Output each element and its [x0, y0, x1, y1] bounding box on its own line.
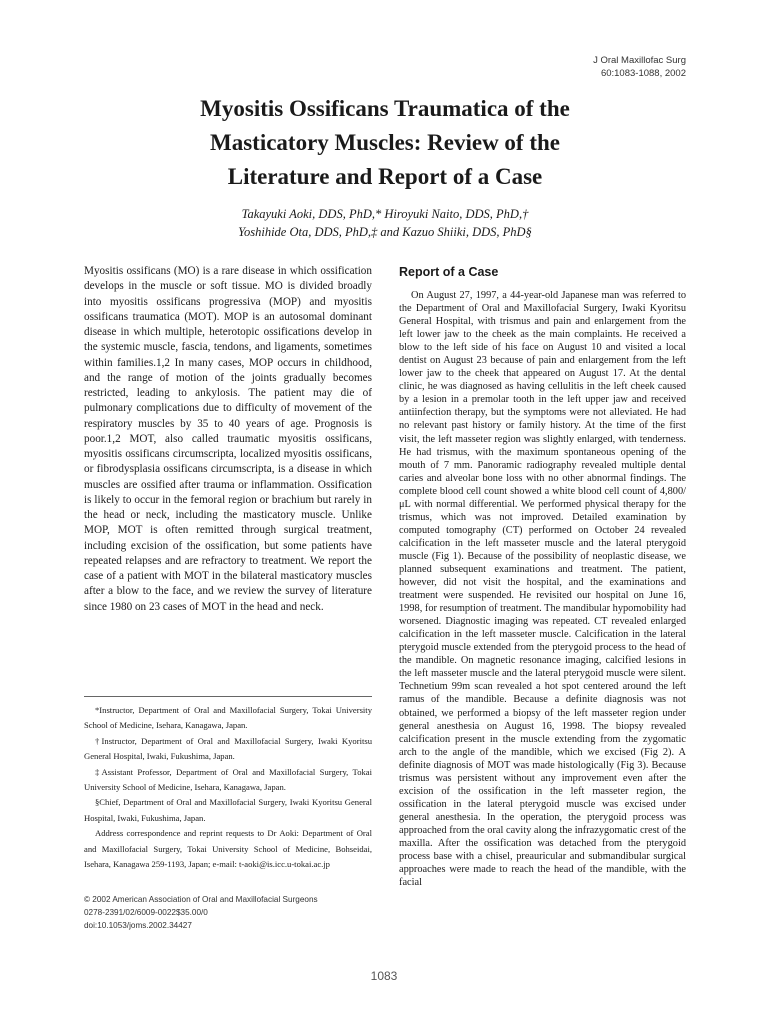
- copyright-line: © 2002 American Association of Oral and Maxillofacial Surgeons: [84, 895, 318, 904]
- copyright-block: [84, 893, 372, 933]
- author-list: [60, 205, 710, 241]
- page-number: 1083: [370, 969, 398, 983]
- footnote: Address correspondence and reprint requests to Dr Aoki: Department of Oral and Maxillofacial Surgery, Tokai University School of Medicine, Bohseidai, Isehara, Kanagawa 259-1193, Japan; e-mail: t-aoki@is.icc.u-tokai.ac.jp: [84, 828, 372, 870]
- footnote: §Chief, Department of Oral and Maxillofacial Surgery, Iwaki Kyoritsu General Hospital, Iwaki, Fukushima, Japan.: [84, 797, 372, 823]
- doi-line: doi:10.1053/joms.2002.34427: [84, 921, 192, 931]
- journal-volume-pages: 60:1083-1088, 2002: [600, 68, 686, 79]
- footnote: †Instructor, Department of Oral and Maxillofacial Surgery, Iwaki Kyoritsu General Hospital, Iwaki, Fukushima, Japan.: [84, 735, 372, 762]
- title-line: Myositis Ossificans Traumatica of the: [200, 96, 570, 121]
- footnote: ‡Assistant Professor, Department of Oral and Maxillofacial Surgery, Tokai University School of Medicine, Isehara, Kanagawa, Japan.: [84, 766, 372, 793]
- title-line: Masticatory Muscles: Review of the: [210, 130, 560, 155]
- title-line: Literature and Report of a Case: [227, 164, 543, 189]
- journal-name: J Oral Maxillofac Surg: [593, 55, 686, 66]
- introduction-paragraph: Myositis ossificans (MO) is a rare disease in which ossification develops in the muscle or soft tissue. MO is divided broadly into myositis ossificans progressiva (MOP) and myositis ossificans traumatica (MOT). MOP is an autosomal dominant disease in which multiple, heterotopic ossifications develop in the systemic muscle, fascia, tendons, and ligaments, sometimes within families.1,2 In many cases, MOP occurs in childhood, and the range of motion of the joints gradually becomes restricted, leading to ankylosis. The patient may die of pulmonary complications due to difficulty of movement of the respiratory muscles by 35 to 40 years of age. Prognosis is poor.1,2 MOT, also called traumatic myositis ossificans, myositis ossificans circumscripta, localized myositis ossificans, or fibrodysplasia ossificans circumscripta, is a disease in which muscles are ossified after trauma or inflammation. Ossification is likely to occur in the femoral region or brachium but rarely in the head or neck, including the masticatory muscle. Unlike MOP, MOT is often remitted through surgical treatment, including excision of the ossification, but some patients have repeated relapses and are refractory to treatment. We report the case of a patient with MOT in the bilateral masticatory muscles after a blow to the face, and we review the survey of literature since 1980 on 23 cases of MOT in the head and neck.: [84, 265, 372, 613]
- journal-citation: [593, 54, 686, 80]
- section-heading: Report of a Case: [399, 265, 499, 279]
- author-line: Yoshihide Ota, DDS, PhD,‡ and Kazuo Shiiki, DDS, PhD§: [238, 225, 532, 239]
- article-title: [60, 92, 710, 194]
- issn-line: 0278-2391/02/6009-0022$35.00/0: [84, 908, 208, 918]
- author-line: Takayuki Aoki, DDS, PhD,* Hiroyuki Naito, DDS, PhD,†: [241, 207, 529, 221]
- author-affiliations: [84, 696, 372, 872]
- left-column: [84, 264, 372, 615]
- right-column: [399, 264, 686, 889]
- footnote: *Instructor, Department of Oral and Maxillofacial Surgery, Tokai University School of Medicine, Isehara, Kanagawa, Japan.: [84, 705, 372, 731]
- case-report-paragraph: On August 27, 1997, a 44-year-old Japanese man was referred to the Department of Oral and Maxillofacial Surgery, Iwaki Kyoritsu General Hospital, with trismus and pain and enlargement from the left lower jaw to the cheek as the main complaints. He received a blow to the left side of his face on August 10 and visited a local dentist on August 23 because of pain and enlargement from the left lower jaw to the cheek that appeared on August 17. At the dental clinic, he was diagnosed as having cellulitis in the left cheek caused by a lesion in a premolar tooth in the left upper jaw and received antiinfection therapy, but the symptoms were not alleviated. He had no relevant past history or family history. At the time of the first visit, the left masseter region was slightly enlarged, with tenderness. He had trismus, with the maximum spontaneous opening of the mouth of 7 mm. Panoramic radiography revealed multiple dental caries and alveolar bone loss with no other abnormal findings. The complete blood cell count showed a white blood cell count of 4,800/μL with normal differential. We performed physical therapy for the trismus, which was not improved. Detailed examination by computed tomography (CT) performed on October 24 revealed calcification in the left masseter muscle and the lateral pterygoid muscle (Fig 1). Because of the possibility of neoplastic disease, we planned subsequent examinations and treatment. The patient, however, did not visit the hospital, and the examinations and treatment were suspended. He revisited our hospital on June 16, 1998, for resumption of treatment. The mandibular hypomobility had worsened. Diagnostic imaging was repeated. CT revealed enlarged calcification in the left masseter muscle. Calcification in the lateral pterygoid muscle extended from the pterygoid process to the head of the mandible. On magnetic resonance imaging, calcified lesions in the left masseter muscle and the lateral pterygoid muscle were silent. Technetium 99m scan revealed a hot spot centered around the left ramus of the mandible. Because a definite diagnosis was not obtained, we performed a biopsy of the left masseter region under general anesthesia on August 16, 1998. The biopsy revealed calcification present in the muscle extending from the zygomatic arch to the angle of the mandible, which we excised (Fig 2). A definite diagnosis of MOT was made histologically (Fig 3). Because trismus was persistent without any improvement even after the excision of the ossification in the left masseter region, the ossification in the lateral pterygoid muscle was excised under general anesthesia. In the operation, the pterygoid process was approached from the oral cavity along the infrazygomatic crest of the maxilla. After the ossification was detached from the pterygoid process base with a chisel, preauricular and submandibular surgical approaches were made to reach the head of the mandible, with the facial: [399, 290, 686, 889]
